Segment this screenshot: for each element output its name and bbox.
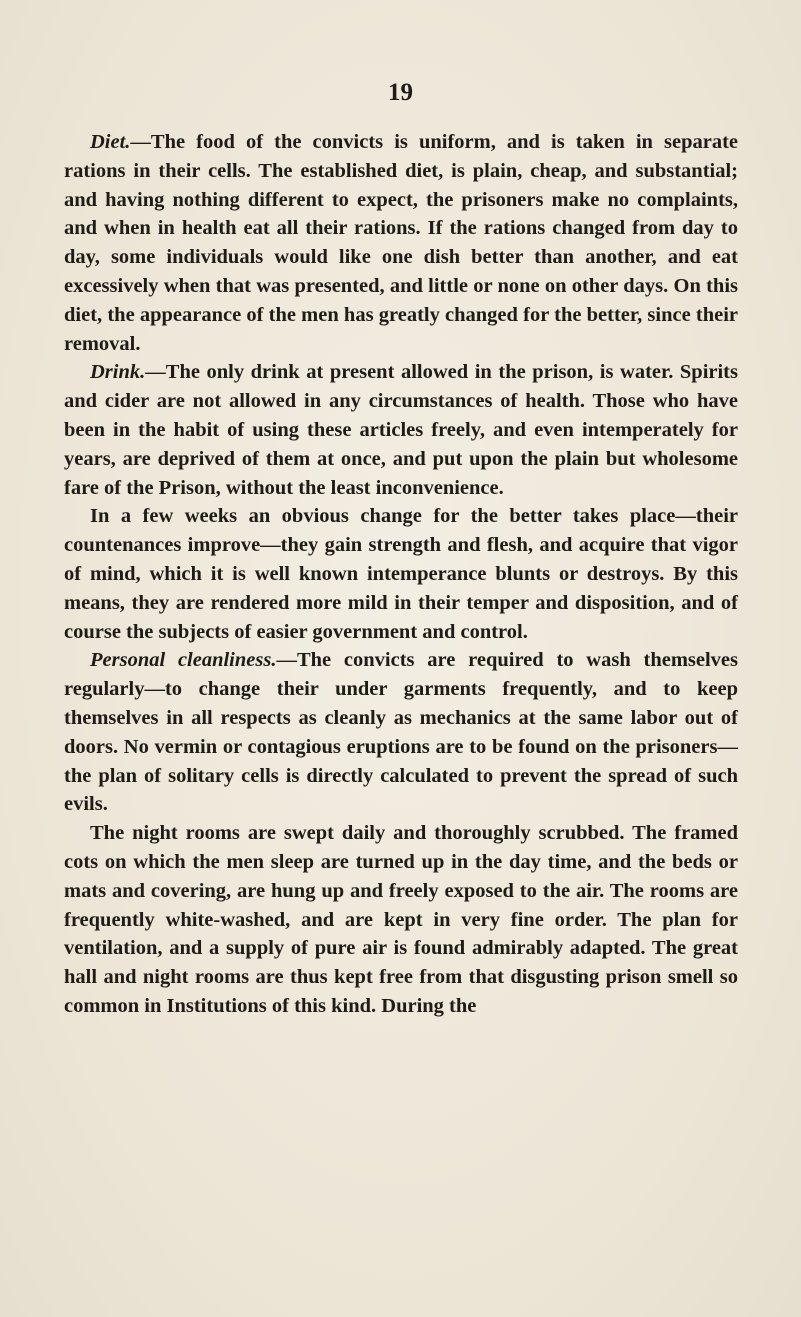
paragraph-lead: Personal cleanliness. — [90, 649, 277, 672]
paragraph-text: —The only drink at present allowed in the prison, is water. Spirits and cider are not allowed in any circumstances of health. Those who have been in the habit of using these articles freely, and even intemperately for years, are deprived of them at once, and put upon the plain but wholesome fare of the Prison, without the least inconvenience. — [64, 361, 738, 499]
paragraph-text: —The food of the convicts is uniform, and is taken in separate rations in their cells. The established diet, is plain, cheap, and substantial; and having nothing different to expect, the prisoners make no complaints, and when in health eat all their rations. If the rations changed from day to day, some individuals would like one dish better than another, and eat excessively when that was presented, and little or none on other days. On this diet, the appearance of the men has greatly changed for the better, since their removal. — [64, 131, 738, 355]
page-body — [64, 128, 738, 1021]
paragraph-night-rooms — [64, 819, 738, 1021]
paragraph-personal-cleanliness — [64, 646, 738, 819]
paragraph-text: The night rooms are swept daily and thoroughly scrubbed. The framed cots on which the men sleep are turned up in the day time, and the beds or mats and covering, are hung up and freely exposed to the air. The rooms are frequently white-washed, and are kept in very fine order. The plan for ventilation, and a supply of pure air is found admirably adapted. The great hall and night rooms are thus kept free from that disgusting prison smell so common in Institutions of this kind. During the — [64, 822, 738, 1017]
paragraph-text: In a few weeks an obvious change for the better takes place—their countenances improve—they gain strength and flesh, and acquire that vigor of mind, which it is well known intemperance blunts or destroys. By this means, they are rendered more mild in their temper and disposition, and of course the subjects of easier government and control. — [64, 505, 738, 643]
paragraph-diet — [64, 128, 738, 358]
paragraph-improvement — [64, 502, 738, 646]
paragraph-text: —The convicts are required to wash themselves regularly—to change their under garments frequently, and to keep themselves in all respects as cleanly as mechanics at the same labor out of doors. No vermin or contagious eruptions are to be found on the prisoners—the plan of solitary cells is directly calculated to prevent the spread of such evils. — [64, 649, 738, 816]
paragraph-lead: Diet. — [90, 131, 131, 153]
page-number: 19 — [388, 79, 413, 106]
paragraph-drink — [64, 358, 738, 502]
paragraph-lead: Drink. — [90, 361, 146, 384]
